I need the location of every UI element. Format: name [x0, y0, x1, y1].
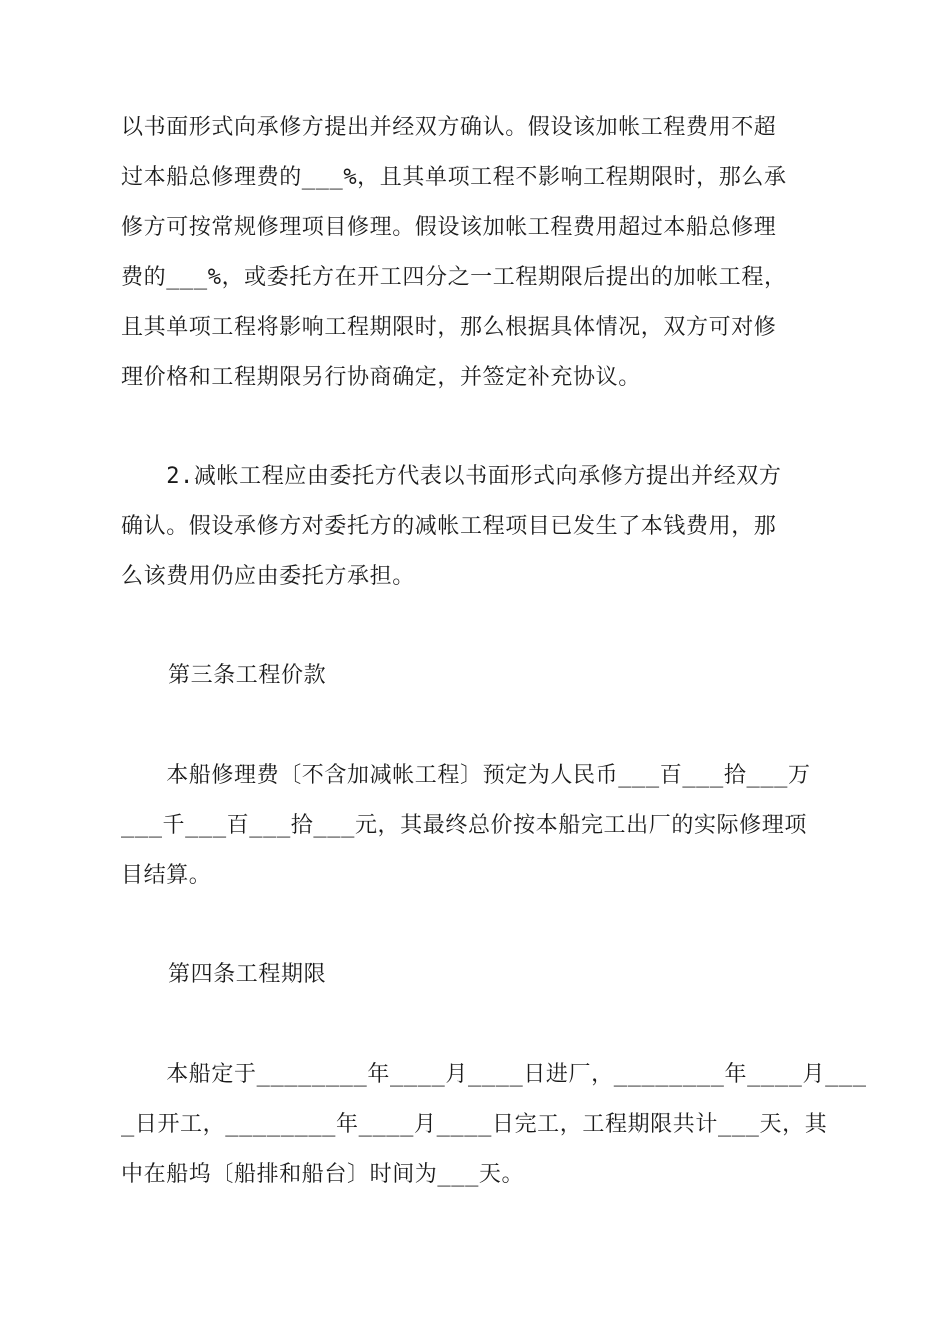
- text-line: _日开工，________年____月____日完工，工程期限共计___天，其: [121, 1112, 828, 1137]
- text-line: 2.减帐工程应由委托方代表以书面形式向承修方提出并经双方: [121, 464, 782, 489]
- article3-heading: 第三条工程价款: [168, 663, 327, 688]
- text-line: 理价格和工程期限另行协商确定，并签定补充协议。: [121, 365, 641, 390]
- paragraph-reduced-work: [121, 452, 831, 602]
- text-line: 目结算。: [121, 863, 212, 888]
- text-line: 本船修理费〔不含加减帐工程〕预定为人民币___百___拾___万: [121, 763, 811, 788]
- text-line: 过本船总修理费的___%，且其单项工程不影响工程期限时，那么承: [121, 165, 787, 190]
- text-line: 且其单项工程将影响工程期限时，那么根据具体情况，双方可对修: [121, 315, 777, 340]
- text-line: 费的___%，或委托方在开工四分之一工程期限后提出的加帐工程，: [121, 265, 787, 290]
- paragraph-schedule: [121, 1050, 867, 1200]
- text-line: ___千___百___拾___元，其最终总价按本船完工出厂的实际修理项: [121, 813, 807, 838]
- text-line: 本船定于________年____月____日进厂，________年____月___: [121, 1062, 867, 1087]
- text-line: 修方可按常规修理项目修理。假设该加帐工程费用超过本船总修理: [121, 215, 777, 240]
- paragraph-price: [121, 751, 831, 901]
- paragraph-additional-work: [121, 103, 831, 403]
- article4-heading: 第四条工程期限: [168, 962, 327, 987]
- text-line: 么该费用仍应由委托方承担。: [121, 564, 415, 589]
- text-line: 以书面形式向承修方提出并经双方确认。假设该加帐工程费用不超: [121, 115, 777, 140]
- text-line: 中在船坞〔船排和船台〕时间为___天。: [121, 1162, 525, 1187]
- text-line: 确认。假设承修方对委托方的减帐工程项目已发生了本钱费用，那: [121, 514, 777, 539]
